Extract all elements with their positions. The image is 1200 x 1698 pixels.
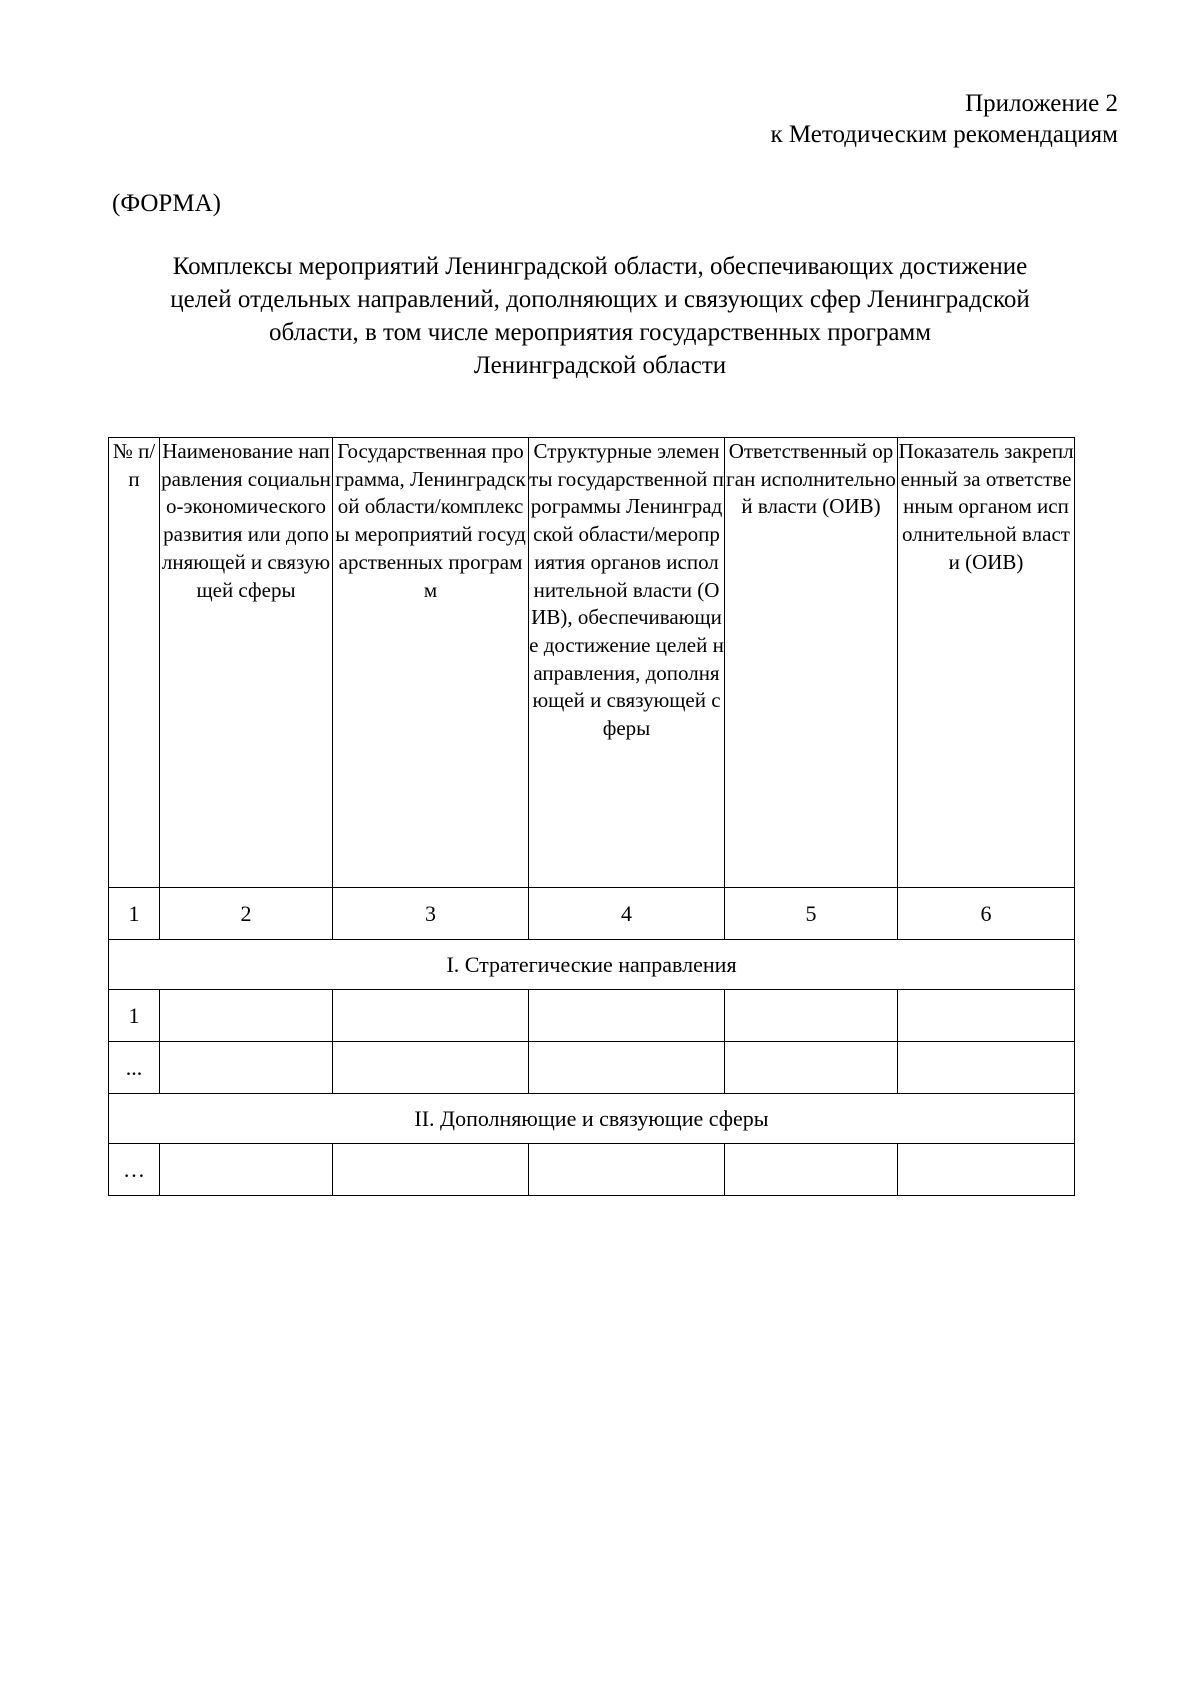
table-cell [160,1144,333,1196]
appendix-number: Приложение 2 [965,90,1118,117]
section-title: II. Дополняющие и связующие сферы [109,1094,1075,1144]
header-state-program: Государственная программа, Ленинградской области/комплексы мероприятий государственных программ [333,438,529,888]
form-table [108,437,1075,1196]
table-cell [333,1042,529,1094]
header-number: № п/п [109,438,160,888]
table-cell [333,1144,529,1196]
column-number: 5 [725,888,898,940]
table-row [109,1144,1075,1196]
document-title [100,250,1100,382]
title-line: целей отдельных направлений, дополняющих и связующих сфер Ленинградской [170,286,1030,313]
appendix-reference: к Методическим рекомендациям [770,121,1118,148]
column-number: 4 [529,888,725,940]
title-line: области, в том числе мероприятия государственных программ [268,319,932,346]
table-cell [725,990,898,1042]
section-row-complementary [109,1094,1075,1144]
form-label: (ФОРМА) [112,190,221,217]
table-cell [160,990,333,1042]
column-number: 1 [109,888,160,940]
table-cell [529,1144,725,1196]
title-line: Комплексы мероприятий Ленинградской области, обеспечивающих достижение [172,253,1028,280]
table-cell [898,990,1075,1042]
table-cell [333,990,529,1042]
header-direction-name: Наименование направления социально-экономического развития или дополняющей и связующей сферы [160,438,333,888]
table-cell: ... [109,1042,160,1094]
column-number: 3 [333,888,529,940]
header-structural-elements: Структурные элементы государственной программы Ленинградской области/мероприятия органов исполнительной власти (ОИВ), обеспечивающие достижение целей направления, дополняющей и связующей сферы [529,438,725,888]
column-number-row [109,888,1075,940]
appendix-heading [770,88,1118,150]
table-cell [898,1144,1075,1196]
table-cell: 1 [109,990,160,1042]
table-header-row [109,438,1075,888]
table-row [109,990,1075,1042]
table-cell [529,1042,725,1094]
column-number: 2 [160,888,333,940]
section-row-strategic [109,940,1075,990]
section-title: I. Стратегические направления [109,940,1075,990]
table-row [109,1042,1075,1094]
table-cell [898,1042,1075,1094]
table-cell [529,990,725,1042]
header-responsible-body: Ответственный орган исполнительной власти (ОИВ) [725,438,898,888]
table-cell [725,1144,898,1196]
header-indicator: Показатель закрепленный за ответственным органом исполнительной власти (ОИВ) [898,438,1075,888]
table-cell: … [109,1144,160,1196]
title-line: Ленинградской области [473,352,727,379]
table-cell [160,1042,333,1094]
column-number: 6 [898,888,1075,940]
table-cell [725,1042,898,1094]
